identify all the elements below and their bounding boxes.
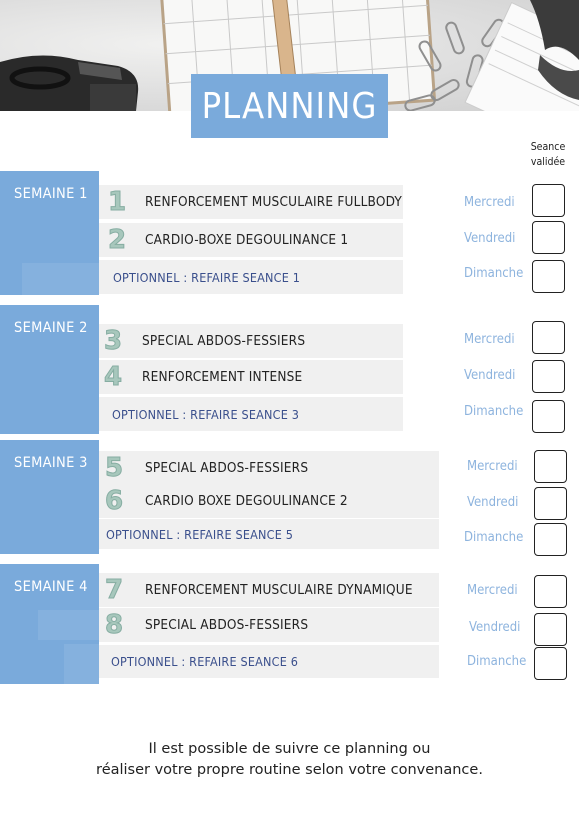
session-number: 8: [104, 610, 124, 640]
optional-text: OPTIONNEL : REFAIRE SEANCE 6: [111, 654, 299, 669]
validated-column-header: [520, 140, 576, 170]
optional-text: OPTIONNEL : REFAIRE SEANCE 1: [113, 269, 301, 285]
session-row: [99, 324, 403, 358]
day-label: Dimanche: [464, 530, 524, 545]
validation-checkbox[interactable]: [534, 450, 567, 483]
footer-line-2: réaliser votre propre routine selon votre convenance.: [96, 762, 483, 778]
session-row: [99, 573, 439, 607]
week-2-label: SEMAINE 2: [14, 320, 88, 336]
week-4-label: SEMAINE 4: [14, 579, 88, 595]
optional-row: [99, 519, 439, 549]
week-3-block: [0, 440, 99, 554]
session-number: 4: [103, 362, 123, 392]
day-label: Mercredi: [467, 459, 518, 474]
session-name: RENFORCEMENT MUSCULAIRE FULLBODY: [145, 194, 403, 210]
optional-row: [99, 260, 403, 294]
validated-header-line-1: Seance: [530, 141, 566, 153]
validation-checkbox[interactable]: [532, 260, 565, 293]
week-1-label: SEMAINE 1: [14, 186, 88, 202]
week-1-block: [0, 171, 99, 295]
day-label: Vendredi: [464, 368, 516, 383]
session-row: [99, 608, 439, 642]
validation-checkbox[interactable]: [534, 523, 567, 556]
session-number: 2: [107, 225, 127, 255]
week-3-label: SEMAINE 3: [14, 455, 88, 471]
session-row: [99, 360, 403, 394]
decorative-fade: [64, 644, 99, 684]
session-name: RENFORCEMENT INTENSE: [142, 369, 303, 385]
decorative-fade: [22, 263, 99, 295]
session-name: CARDIO-BOXE DEGOULINANCE 1: [145, 232, 349, 248]
session-row: [99, 223, 403, 257]
day-label: Dimanche: [464, 266, 524, 281]
day-label: Mercredi: [464, 332, 515, 347]
optional-text: OPTIONNEL : REFAIRE SEANCE 3: [112, 406, 300, 422]
optional-text: OPTIONNEL : REFAIRE SEANCE 5: [106, 526, 294, 542]
day-label: Vendredi: [467, 495, 519, 510]
validation-checkbox[interactable]: [532, 321, 565, 354]
session-name: SPECIAL ABDOS-FESSIERS: [145, 617, 309, 633]
day-label: Vendredi: [464, 231, 516, 246]
validated-header-line-2: validée: [530, 156, 566, 168]
session-name: SPECIAL ABDOS-FESSIERS: [142, 333, 306, 349]
week-4-block: [0, 564, 99, 684]
optional-row: [99, 645, 439, 678]
session-name: SPECIAL ABDOS-FESSIERS: [145, 460, 309, 476]
session-number: 7: [104, 575, 124, 605]
session-number: 1: [107, 187, 127, 217]
session-name: RENFORCEMENT MUSCULAIRE DYNAMIQUE: [145, 582, 413, 598]
week-2-block: [0, 305, 99, 434]
day-label: Vendredi: [469, 620, 521, 635]
page-title-banner: [191, 74, 388, 138]
day-label: Mercredi: [467, 583, 518, 598]
footer-line-1: Il est possible de suivre ce planning ou: [148, 741, 431, 757]
session-row: [99, 451, 439, 485]
validation-checkbox[interactable]: [532, 400, 565, 433]
session-row: [99, 484, 439, 518]
footer-note: [0, 739, 579, 781]
session-number: 5: [104, 453, 124, 483]
page-title: PLANNING: [201, 85, 378, 127]
day-label: Mercredi: [464, 195, 515, 210]
validation-checkbox[interactable]: [534, 647, 567, 680]
validation-checkbox[interactable]: [534, 613, 567, 646]
day-label: Dimanche: [467, 654, 527, 669]
day-label: Dimanche: [464, 404, 524, 419]
optional-row: [99, 397, 403, 431]
session-name: CARDIO BOXE DEGOULINANCE 2: [145, 493, 348, 509]
validation-checkbox[interactable]: [534, 487, 567, 520]
decorative-fade: [38, 610, 99, 640]
session-number: 6: [104, 486, 124, 516]
validation-checkbox[interactable]: [532, 184, 565, 217]
session-row: [99, 185, 403, 219]
validation-checkbox[interactable]: [532, 360, 565, 393]
session-number: 3: [103, 326, 123, 356]
validation-checkbox[interactable]: [532, 221, 565, 254]
validation-checkbox[interactable]: [534, 575, 567, 608]
